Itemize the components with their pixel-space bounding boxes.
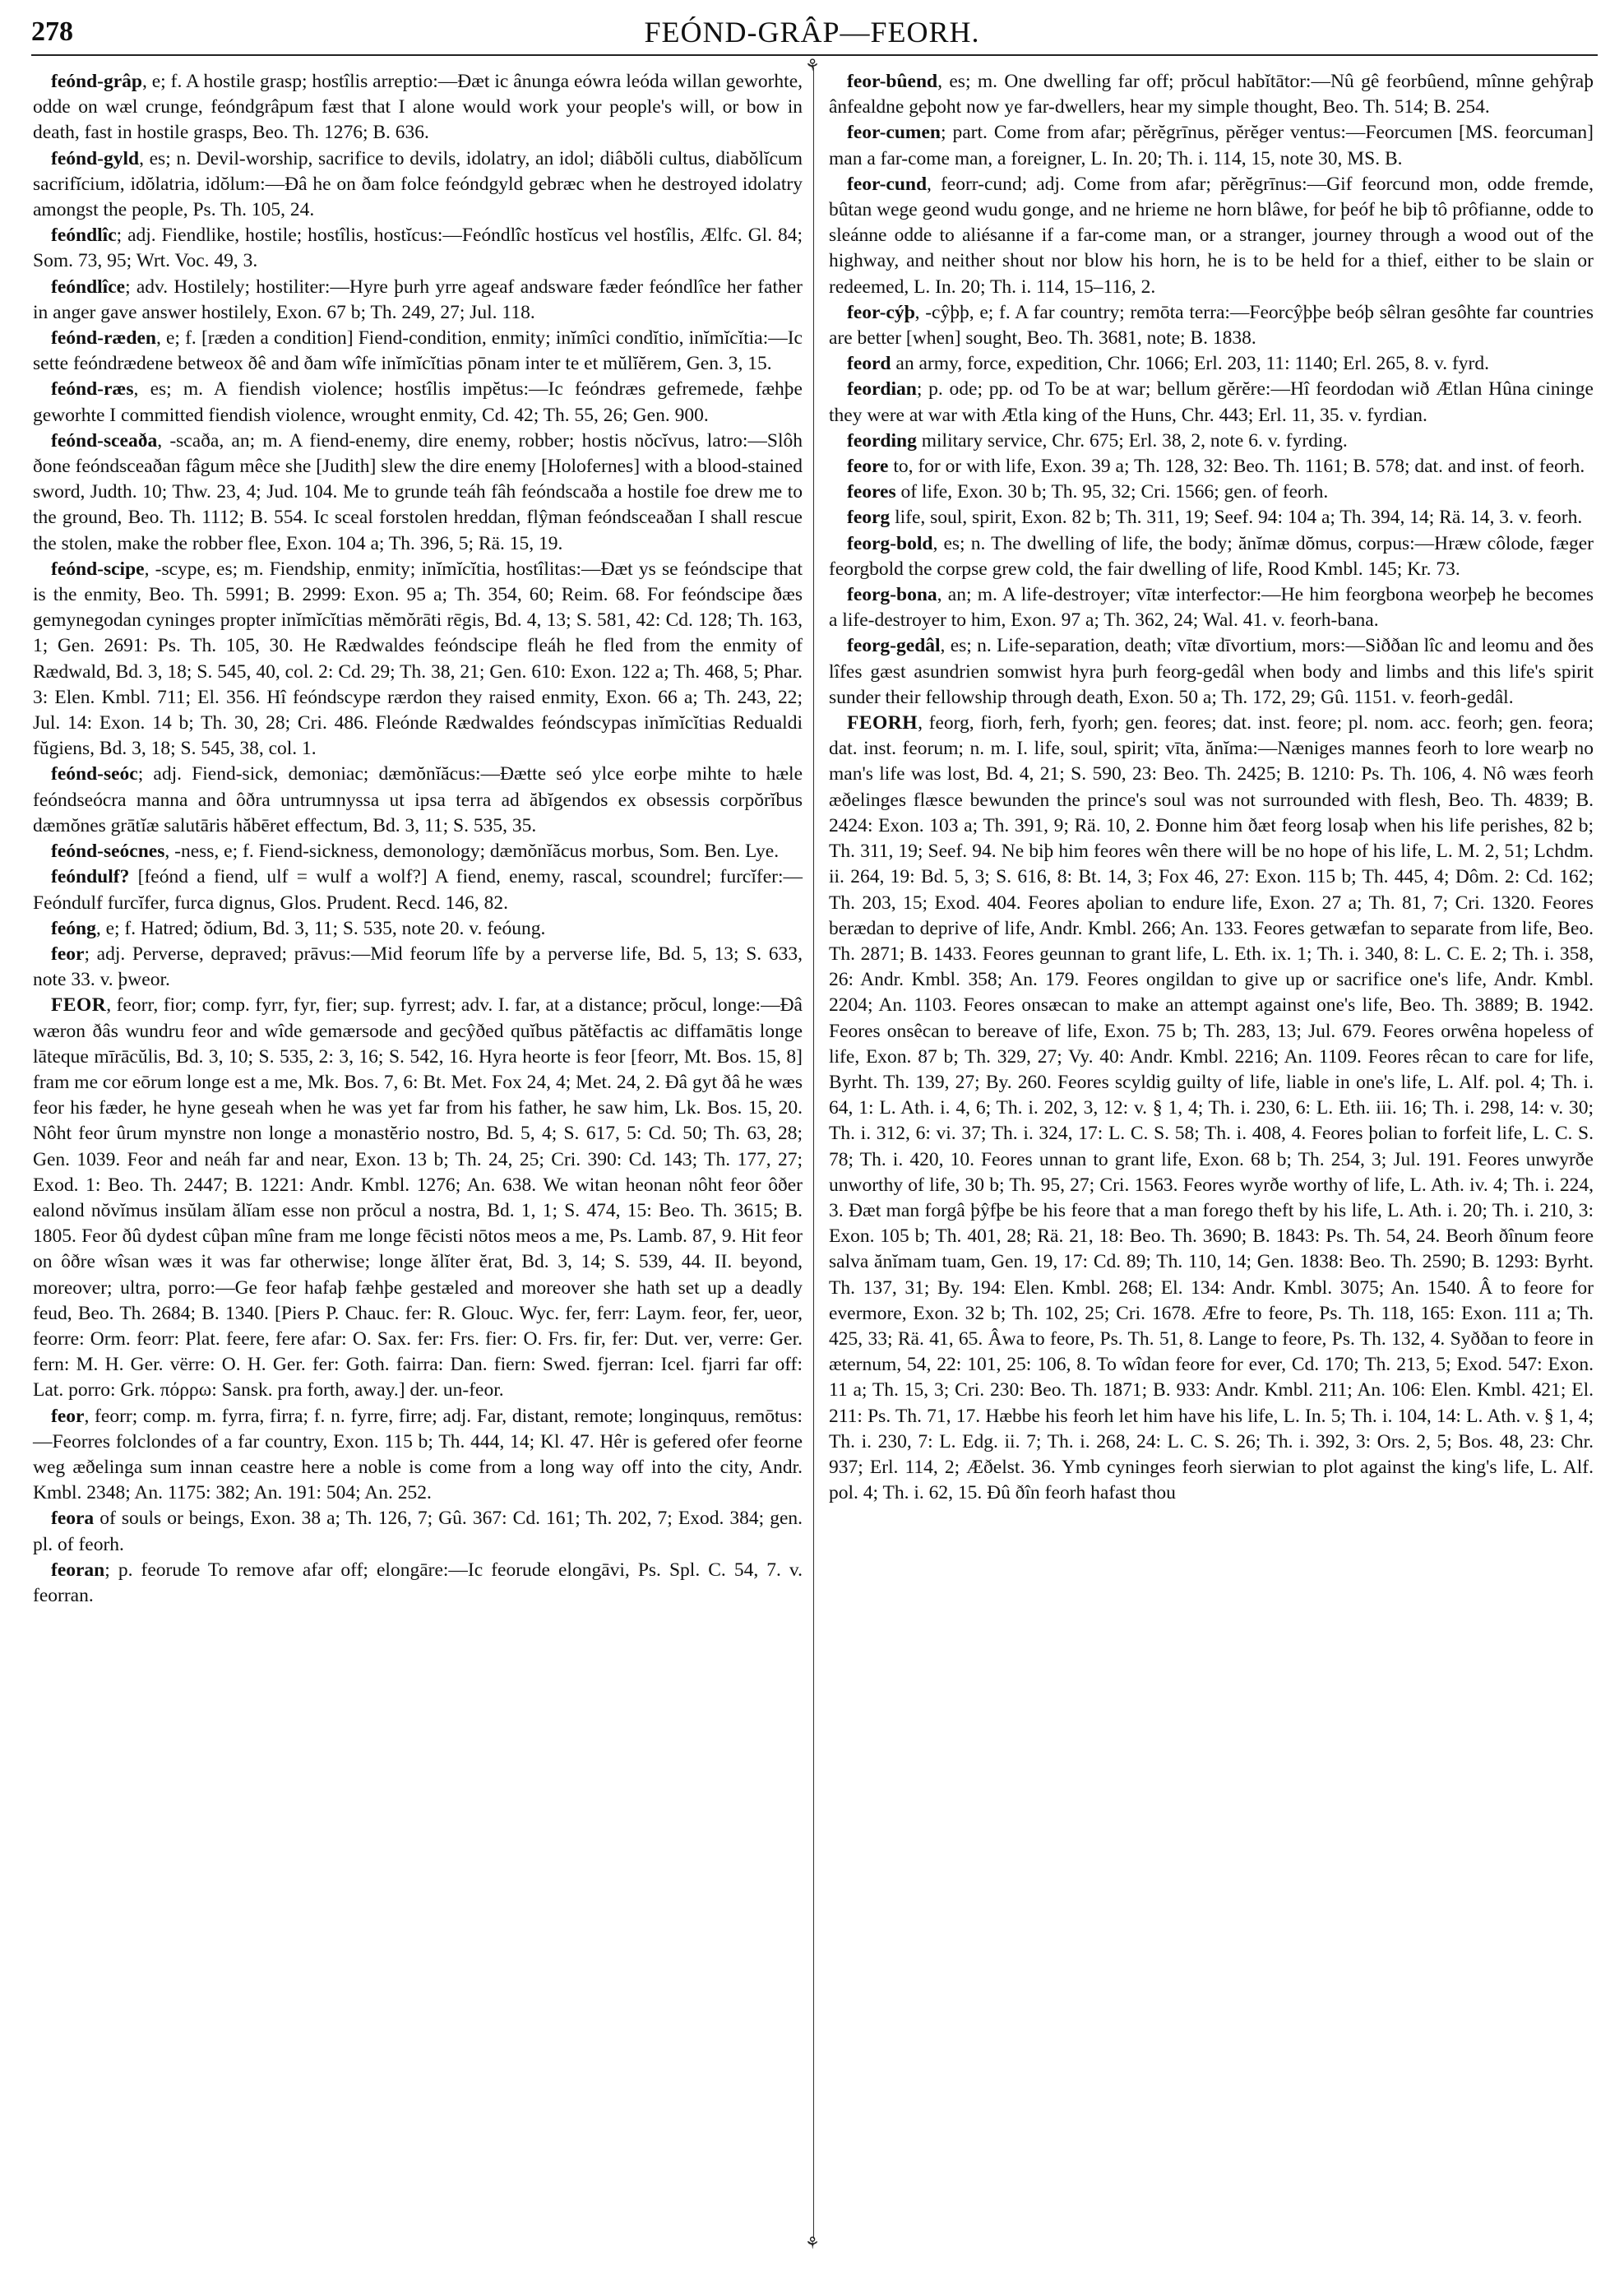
entry-headword: feorg-bold xyxy=(847,532,933,554)
entry-definition: ; adj. Perverse, depraved; prāvus:—Mid feorum lîfe by a perverse life, Bd. 5, 13; S. 633, note 33. v. þweor. xyxy=(33,943,803,991)
entry-headword: feónd-seócnes xyxy=(51,841,165,863)
entry-headword: feores xyxy=(847,481,896,503)
entry-headword: feorg-gedâl xyxy=(847,635,941,657)
dictionary-entry xyxy=(33,146,803,224)
dictionary-entry xyxy=(33,864,803,915)
entry-headword: feónd-gyld xyxy=(51,147,140,169)
entry-headword: feónd-scipe xyxy=(51,558,145,580)
entry-headword: feor xyxy=(51,1405,85,1427)
dictionary-entry xyxy=(829,172,1594,300)
entry-definition: , feorr, fior; comp. fyrr, fyr, fier; sup. fyrrest; adv. I. far, at a distance; prŏcul, longe:—Ðâ wæron ðâs wundru feor and wîde gemærsode and gecŷðed quĭbus pătĕfactis ac diffamātis longe lāteque mīrācŭlis, Bd. 3, 10; S. 535, 2: 3, 16; S. 542, 16. Hyra heorte is feor [feorr, Mt. Bos. 15, 8] fram me cor eōrum longe est a me, Mk. Bos. 7, 6: Bt. Met. Fox 24, 4; Met. 24, 2. Ðâ gyt ðâ he wæs feor his fæder, he hyne geseah when he was yet far from his father, he saw him, Lk. Bos. 15, 20. Nôht feor ûrum mynstre non longe a monastĕrio nostro, Bd. 5, 4; S. 617, 5: Cd. 50; Th. 63, 28; Gen. 1039. Feor and neáh far and near, Exon. 13 b; Th. 24, 25; Cri. 390: Cd. 143; Th. 177, 27; Exod. 1: Beo. Th. 2447; B. 1221: Andr. Kmbl. 1276; An. 638. We witan heonan nôht feor ôðer ealond nŏvĭmus insŭlam ălĭam esse non prŏcul a nostra, Bd. 1, 1; S. 474, 15: Beo. Th. 3615; B. 1805. Feor ðû dydest cûþan mîne fram me longe fēcisti nōtos meos a me, Ps. Lamb. 87, 9. Hit feor on ôðre wîsan wæs it was far otherwise; longe ălĭter ĕrat, Bd. 3, 14; S. 539, 44. II. beyond, moreover; ultra, porro:—Ge feor hafaþ fæhþe gestæled and moreover she hath set up a deadly feud, Beo. Th. 2684; B. 1340. [Piers P. Chauc. fer: R. Glouc. Wyc. fer, ferr: Laym. feor, fer, ueor, feorre: Orm. feorr: Plat. feere, fere afar: O. Sax. fer: Frs. fier: O. Frs. fir, fer: Dut. ver, verre: Ger. fern: M. H. Ger. vërre: O. H. Ger. fer: Goth. fairra: Dan. fiern: Swed. fjerran: Icel. fjarri far off: Lat. porro: Grk. πόρρω: Sansk. pra forth, away.] der. un-feor. xyxy=(33,994,803,1401)
dictionary-entry xyxy=(829,120,1594,171)
entry-definition: , es; m. One dwelling far off; prŏcul habĭtātor:—Nû gê feorbûend, mînne gehŷraþ ânfealdne geþoht now ye far-dwellers, hear my simple thought, Beo. Th. 514; B. 254. xyxy=(829,71,1594,118)
entry-definition: [feónd a fiend, ulf = wulf a wolf?] A fiend, enemy, rascal, scoundrel; furcĭfer:—Feóndulf furcĭfer, furca dignus, Glos. Prudent. Recd. 146, 82. xyxy=(33,866,803,914)
dictionary-entry xyxy=(33,223,803,274)
entry-headword: feore xyxy=(847,456,889,478)
entry-definition: , -scype, es; m. Fiendship, enmity; inĭmĭcĭtia, hostîlitas:—Ðæt ys se feóndscipe that is the enmity, Beo. Th. 5991; B. 2999: Exon. 95 a; Th. 354, 60; Reim. 68. For feóndscipe ðæs gemynegodan cyninges propter inĭmĭcĭtias mĕmŏrāti rēgis, Bd. 4, 13; S. 581, 42: Cd. 128; Th. 163, 1; Gen. 2691: Ps. Th. 105, 30. He Rædwaldes feóndscipe fleáh he fled from the enmity of Rædwald, Bd. 3, 18; S. 545, 40, col. 2: Cd. 29; Th. 38, 21; Gen. 610: Exon. 122 a; Th. 468, 5; Phar. 3: Elen. Kmbl. 711; El. 356. Hî feóndscype rærdon they raised enmity, Exon. 66 a; Th. 243, 22; Jul. 14: Exon. 14 b; Th. 30, 28; Cri. 486. Fleónde Rædwaldes feóndscypas inĭmĭcĭtias Redualdi fŭgiens, Bd. 3, 18; S. 545, 38, col. 1. xyxy=(33,558,803,760)
right-column xyxy=(829,69,1594,1506)
entry-definition: of souls or beings, Exon. 38 a; Th. 126, 7; Gû. 367: Cd. 161; Th. 202, 7; Exod. 384; gen. pl. of feorh. xyxy=(33,1508,803,1555)
dictionary-entry xyxy=(33,942,803,993)
dictionary-entry xyxy=(33,1506,803,1557)
dictionary-entry xyxy=(33,762,803,839)
column-divider xyxy=(813,67,814,2239)
dictionary-entry xyxy=(829,429,1594,454)
left-column xyxy=(33,69,803,1609)
entry-headword: feónd-seóc xyxy=(51,763,138,785)
entry-definition: , feorr; comp. m. fyrra, firra; f. n. fyrre, firre; adj. Far, distant, remote; longinquus, remōtus:—Feorres folclondes of a far country, Exon. 115 b; Th. 444, 14; Kl. 47. Hêr is gefered ofer feorne weg æðelinga sum innan ceastre here a noble is come from a long way off into the city, Andr. Kmbl. 2348; An. 1175: 382; An. 191: 504; An. 252. xyxy=(33,1405,803,1504)
header-rule xyxy=(31,54,1598,56)
dictionary-entry xyxy=(33,326,803,377)
entry-definition: of life, Exon. 30 b; Th. 95, 32; Cri. 1566; gen. of feorh. xyxy=(895,481,1329,503)
column-ornament-bottom: ⚘ xyxy=(805,2235,820,2253)
entry-headword: feording xyxy=(847,429,917,452)
entry-headword: FEOR xyxy=(51,994,107,1017)
dictionary-entry xyxy=(829,582,1594,633)
entry-headword: feóndulf? xyxy=(51,866,130,888)
entry-definition: , es; n. Devil-worship, sacrifice to devils, idolatry, an idol; diâbŏli cultus, diabŏlĭcum sacrifĭcium, idŏlatria, idŏlum:—Ðâ he on ðam folce feóndgyld gebræc when he destroyed idolatry amongst the people, Ps. Th. 105, 24. xyxy=(33,147,803,221)
entry-headword: feor-bûend xyxy=(847,71,938,92)
entry-definition: , e; f. Hatred; ŏdium, Bd. 3, 11; S. 535, note 20. v. feóung. xyxy=(95,917,546,939)
entry-definition: life, soul, spirit, Exon. 82 b; Th. 311, 19; Seef. 94: 104 a; Th. 394, 14; Rä. 14, 3. v. feorh. xyxy=(890,507,1583,529)
dictionary-entry xyxy=(33,916,803,942)
entry-definition: , feorr-cund; adj. Come from afar; pĕrĕgrīnus:—Gif feorcund mon, odde fremde, bûtan wege geond wudu gonge, and ne hrieme ne horn blâwe, for þeóf he biþ tô prôfianne, odde to sleánne odde to aliésanne if a far-come man, or a stranger, journey through a wood out of the highway, and neither shout nor blow his horn, he is to be held for a thief, either to be slain or redeemed, L. In. 20; Th. i. 114, 15–116, 2. xyxy=(829,173,1594,298)
entry-headword: feor xyxy=(51,943,85,965)
entry-headword: feorg xyxy=(847,507,891,529)
entry-definition: ; p. ode; pp. od To be at war; bellum gĕrĕre:—Hî feordodan wið Ætlan Hûna cininge they were at war with Ætla king of the Huns, Chr. 443; Erl. 11, 35. v. fyrdian. xyxy=(829,378,1594,426)
dictionary-entry xyxy=(33,993,803,1403)
entry-definition: , es; n. Life-separation, death; vītæ dīvortium, mors:—Siððan lîc and leomu and ðes lîfes gæst asundrien somwist hyra þurh feorg-gedâl when body and limbs and this life's spirit sunder their fellowship through death, Exon. 50 a; Th. 172, 29; Gû. 1151. v. feorh-gedâl. xyxy=(829,635,1594,708)
entry-definition: , feorg, fiorh, ferh, fyorh; gen. feores; dat. inst. feore; pl. nom. acc. feorh; gen. feora; dat. inst. feorum; n. m. I. life, soul, spirit; vīta, ănĭma:—Næniges mannes feorh to lore wearþ no man's life was lost, Bd. 4, 21; S. 590, 23: Beo. Th. 2425; B. 1210: Ps. Th. 106, 4. Nô wæs feorh æðelinges flæsce bewunden the prince's soul was not surrounded with flesh, Beo. Th. 4839; B. 2424: Exon. 103 a; Th. 391, 9; Rä. 10, 2. Ðonne him ðæt feorg losaþ when his life perishes, 82 b; Th. 311, 19; Seef. 94. Ne biþ him feores wên there will be no hope of his life, L. M. 2, 51; Lchdm. ii. 264, 19: Bd. 5, 3; S. 616, 8: Bt. 14, 3; Fox 46, 27: Exon. 115 b; Th. 445, 4; Dôm. 2: Cd. 162; Th. 203, 15; Exod. 404. Feores aþolian to endure life, Exon. 27 a; Th. 81, 7; Cri. 1320. Feores berædan to deprive of life, Andr. Kmbl. 266; An. 133. Feores getwæfan to separate from life, Beo. Th. 2871; B. 1433. Feores geunnan to grant life, L. Eth. ix. 1; Th. i. 340, 8: L. C. E. 2; Th. i. 358, 26: Andr. Kmbl. 358; An. 179. Feores ongildan to give up or sacrifice one's life, Andr. Kmbl. 2204; An. 1103. Feores onsæcan to make an attempt against one's life, Beo. Th. 3889; B. 1942. Feores onsêcan to bereave of life, Exon. 75 b; Th. 283, 13; Jul. 679. Feores orwêna hopeless of life, Exon. 87 b; Th. 329, 27; Vy. 40: Andr. Kmbl. 2216; An. 1109. Feores rêcan to care for life, Byrht. Th. 139, 27; By. 260. Feores scyldig guilty of life, liable in one's life, L. Alf. pol. 4; Th. i. 64, 1: L. Ath. i. 4, 6; Th. i. 202, 3, 12: v. § 1, 4; Th. i. 230, 6: L. Eth. iii. 16; Th. i. 298, 14: v. 30; Th. i. 312, 6: vi. 37; Th. i. 324, 17: L. C. S. 58; Th. i. 408, 4. Feores þolian to forfeit life, L. C. S. 78; Th. i. 420, 10. Feores unnan to grant life, Exon. 68 b; Th. 254, 3; Jul. 191. Feores unwyrðe unworthy of life, 30 b; Th. 95, 27; Cri. 1563. Feores wyrðe worthy of life, L. Ath. iv. 4; Th. i. 224, 3. Ðæt man forgâ þŷfþe be his feore that a man forego theft by his life, L. Ath. i. 20; Th. i. 210, 3: Exon. 105 b; Th. 401, 28; Rä. 21, 18: Beo. Th. 3690; B. 1843: Ps. Th. 54, 24. Beorh ðînum feore salva ănĭmam tuam, Gen. 19, 17: Cd. 89; Th. 110, 14; Gen. 1838: Beo. Th. 2590; B. 1293: Byrht. Th. 137, 31; By. 194: Elen. Kmbl. 268; El. 134: Andr. Kmbl. 3075; An. 1540. Â to feore for evermore, Exon. 32 b; Th. 102, 25; Cri. 1678. Æfre to feore, Ps. Th. 118, 165: Exon. 111 a; Th. 425, 33; Rä. 41, 65. Âwa to feore, Ps. Th. 51, 8. Lange to feore, Ps. Th. 132, 4. Syððan to feore in æternum, 54, 22: 101, 25: 106, 8. To wîdan feore for ever, Cd. 170; Th. 213, 5; Exod. 547: Exon. 11 a; Th. 15, 3; Cri. 230: Beo. Th. 1871; B. 933: Andr. Kmbl. 211; An. 106: Elen. Kmbl. 421; El. 211: Ps. Th. 71, 17. Hæbbe his feorh let him have his life, L. In. 5; Th. i. 104, 14: L. Ath. v. § 1, 4; Th. i. 230, 7: L. Edg. ii. 7; Th. i. 268, 24: L. C. S. 26; Th. i. 392, 3: Ors. 2, 5; Bos. 48, 23: Chr. 937; Erl. 114, 2; Æðelst. 36. Ymb cyninges feorh sierwian to plot against the king's life, L. Alf. pol. 4; Th. i. 62, 15. Ðû ðîn feorh hafast thou xyxy=(829,712,1594,1504)
dictionary-entry xyxy=(829,479,1594,505)
entry-definition: , an; m. A life-destroyer; vītæ interfector:—He him feorgbona weorþeþ he becomes a life-destroyer to him, Exon. 97 a; Th. 362, 24; Wal. 41. v. feorh-bana. xyxy=(829,584,1594,632)
entry-definition: ; p. feorude To remove afar off; elongāre:—Ic feorude elongāvi, Ps. Spl. C. 54, 7. v. feorran. xyxy=(33,1559,803,1606)
dictionary-entry xyxy=(829,300,1594,351)
entry-definition: , e; f. A hostile grasp; hostîlis arreptio:—Ðæt ic ânunga eówra leóda willan geworhte, odde on wæl crunge, feóndgrâpum fæst that I alone would work your people's will, or bow in death, fast in hostile grasps, Beo. Th. 1276; B. 636. xyxy=(33,71,803,144)
dictionary-entry xyxy=(33,557,803,762)
entry-headword: feónd-ræs xyxy=(51,378,134,401)
entry-definition: , es; m. A fiendish violence; hostîlis impĕtus:—Ic feóndræs gefremede, fæhþe geworhte I committed fiendish violence, wrought enmity, Cd. 42; Th. 55, 26; Gen. 900. xyxy=(33,378,803,426)
dictionary-entry xyxy=(829,454,1594,479)
entry-definition: ; adj. Fiendlike, hostile; hostîlis, hostĭcus:—Feóndlîc hostĭcus vel hostîlis, Ælfc. Gl. 84; Som. 73, 95; Wrt. Voc. 49, 3. xyxy=(33,225,803,272)
entry-definition: military service, Chr. 675; Erl. 38, 2, note 6. v. fyrding. xyxy=(916,429,1348,452)
entry-headword: feord xyxy=(847,353,891,375)
dictionary-entry xyxy=(829,351,1594,377)
entry-headword: feóndlîce xyxy=(51,276,126,298)
dictionary-entry xyxy=(33,1404,803,1507)
entry-headword: feorg-bona xyxy=(847,584,937,606)
dictionary-entry xyxy=(33,69,803,146)
entry-definition: ; part. Come from afar; pĕrĕgrīnus, pĕrĕger ventus:—Feorcumen [MS. feorcuman] man a far-come man, a foreigner, L. In. 20; Th. i. 114, 15, note 30, MS. B. xyxy=(829,122,1594,169)
entry-definition: ; adv. Hostilely; hostiliter:—Hyre þurh yrre ageaf andsware fæder feóndlîce her father in anger gave answer hostilely, Exon. 67 b; Th. 249, 27; Jul. 118. xyxy=(33,276,803,323)
entry-headword: feor-cýþ xyxy=(847,301,915,323)
entry-definition: , -ness, e; f. Fiend-sickness, demonology; dæmŏnĭăcus morbus, Som. Ben. Lye. xyxy=(164,841,780,863)
entry-headword: feor-cund xyxy=(847,173,928,195)
column-ornament-top: ⚘ xyxy=(805,57,820,75)
entry-headword: feóng xyxy=(51,917,96,939)
entry-definition: , es; n. The dwelling of life, the body; ănĭmæ dŏmus, corpus:—Hræw côlode, fæger feorgbold the corpse grew cold, the fair dwelling of life, Rood Kmbl. 145; Kr. 73. xyxy=(829,532,1594,580)
entry-definition: ; adj. Fiend-sick, demoniac; dæmŏnĭăcus:—Ðætte seó ylce eorþe mihte to hæle feóndseócra manna and ôðra untrumnyssa ut ipsa terra ad ăbĭgendos ex obsessis corpŏrĭbus dæmŏnes grātĭæ salutāris hăbēret effectum, Bd. 3, 11; S. 535, 35. xyxy=(33,763,803,836)
entry-headword: feora xyxy=(51,1508,95,1530)
entry-headword: feóndlîc xyxy=(51,225,117,247)
entry-headword: feónd-grâp xyxy=(51,71,142,92)
running-title: FEÓND-GRÂP—FEORH. xyxy=(644,16,980,49)
dictionary-entry xyxy=(33,839,803,864)
dictionary-entry xyxy=(829,377,1594,428)
dictionary-entry xyxy=(829,531,1594,582)
dictionary-entry xyxy=(33,429,803,557)
dictionary-entry xyxy=(33,377,803,428)
entry-headword: feordian xyxy=(847,378,917,401)
dictionary-entry xyxy=(829,633,1594,711)
entry-definition: , -scaða, an; m. A fiend-enemy, dire enemy, robber; hostis nŏcĭvus, latro:—Slôh ðone feóndsceaðan fâgum mêce she [Judith] slew the dire enemy [Holofernes] with a blood-stained sword, Judth. 10; Thw. 23, 4; Jud. 104. Me to grunde teáh fâh feóndscaða a hostile foe drew me to the ground, Beo. Th. 1112; B. 554. Ic sceal forstolen hreddan, flŷman feóndsceaðan I shall rescue the stolen, make the robber flee, Exon. 104 a; Th. 396, 5; Rä. 15, 19. xyxy=(33,429,803,554)
entry-definition: , -cŷþþ, e; f. A far country; remōta terra:—Feorcŷþþe beóþ sêlran gesôhte far countries are better [when] sought, Beo. Th. 3681, note; B. 1838. xyxy=(829,301,1594,350)
entry-headword: FEORH xyxy=(847,712,918,734)
dictionary-entry xyxy=(829,69,1594,120)
entry-headword: feónd-sceaða xyxy=(51,429,158,452)
page-number: 278 xyxy=(31,16,73,47)
dictionary-entry xyxy=(33,275,803,326)
dictionary-entry xyxy=(829,505,1594,530)
entry-headword: feoran xyxy=(51,1559,105,1581)
entry-headword: feor-cumen xyxy=(847,122,941,144)
entry-definition: an army, force, expedition, Chr. 1066; Erl. 203, 11: 1140; Erl. 265, 8. v. fyrd. xyxy=(891,353,1490,375)
entry-definition: , e; f. [ræden a condition] Fiend-condition, enmity; inĭmîci condĭtio, inĭmĭcĭtia:—Ic sette feóndrædene betweox ðê and ðam wîfe inĭmĭcĭtias pōnam inter te et mŭlĭĕrem, Gen. 3, 15. xyxy=(33,327,803,375)
entry-headword: feónd-ræden xyxy=(51,327,156,350)
dictionary-entry xyxy=(829,711,1594,1506)
dictionary-entry xyxy=(33,1558,803,1609)
entry-definition: to, for or with life, Exon. 39 a; Th. 128, 32: Beo. Th. 1161; B. 578; dat. and inst. of feorh. xyxy=(888,456,1585,478)
